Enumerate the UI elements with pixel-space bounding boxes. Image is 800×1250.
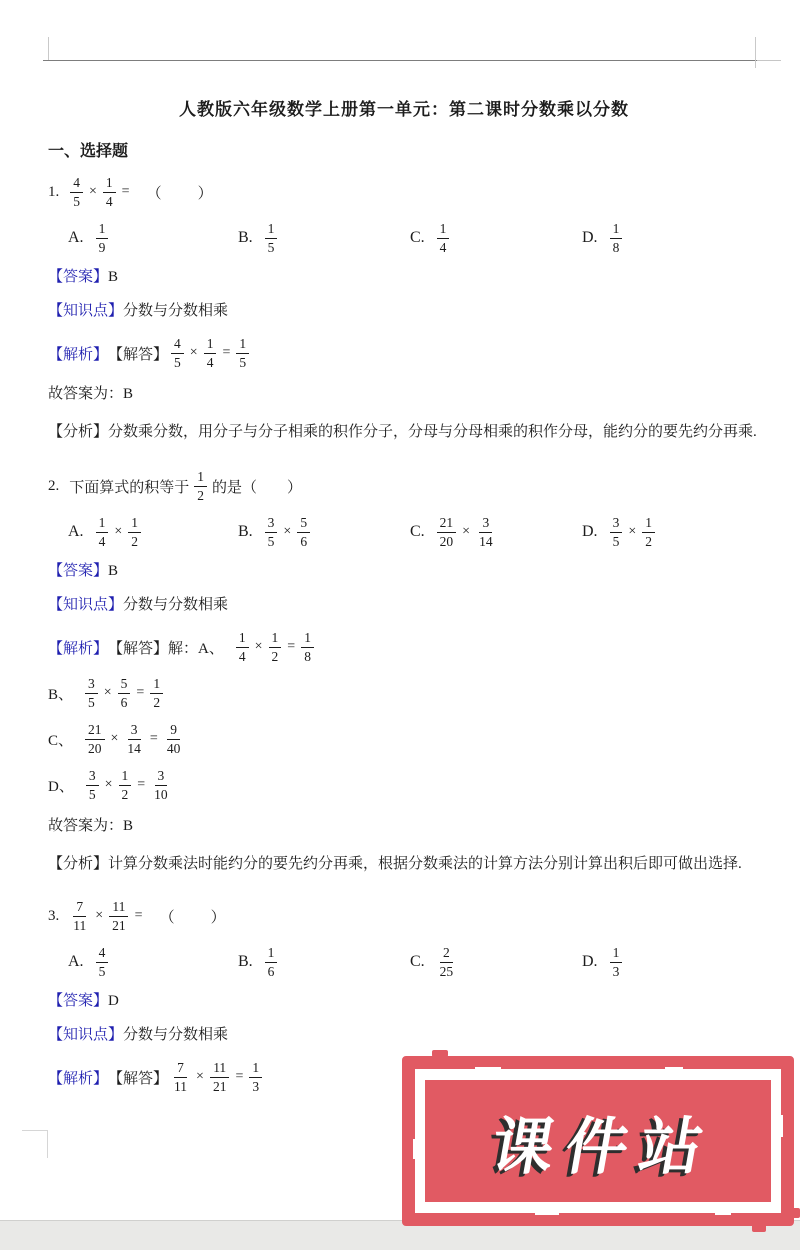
- question-2-conclusion: [48, 816, 760, 837]
- header-rule-extension: [757, 60, 781, 61]
- question-number: 1.: [48, 183, 60, 200]
- answer-blank: （ ）: [146, 185, 215, 202]
- option-key: D.: [582, 953, 598, 970]
- equals-sign: =: [136, 685, 145, 700]
- option-d: [582, 945, 754, 978]
- analysis-text: 分数乘分数，用分子与分子相乘的积作分子，分母与分母相乘的积作分母，能约分的要先约分再乘.: [108, 424, 757, 440]
- option-key: B.: [238, 523, 253, 540]
- option-key: A.: [68, 953, 84, 970]
- answer-value: D: [108, 993, 119, 1009]
- times-icon: ×: [114, 524, 123, 539]
- times-icon: ×: [254, 639, 263, 654]
- equals-sign: =: [222, 345, 231, 360]
- option-a: [68, 945, 238, 978]
- fraction: $\frac{1}{2}$: [119, 768, 132, 801]
- fraction: $\frac{2}{25}$: [439, 945, 454, 979]
- fraction: $\frac{1}{2}$: [269, 630, 282, 663]
- knowledge-label: 【知识点】: [48, 597, 124, 613]
- fraction: $\frac{1}{6}$: [265, 945, 278, 978]
- fraction: $\frac{5}{6}$: [297, 515, 310, 548]
- times-icon: ×: [196, 1069, 204, 1084]
- fraction: $\frac{21}{20}$: [85, 722, 105, 755]
- fraction: $\frac{4}{5}$: [70, 175, 83, 208]
- option-d: [582, 221, 754, 254]
- text-boundary-mark-bottom-left-v: [47, 1130, 48, 1158]
- fraction: $\frac{1}{2}$: [194, 469, 207, 502]
- question-1-stem: [48, 171, 760, 213]
- fraction: $\frac{1}{4}$: [103, 175, 116, 208]
- option-c: [410, 221, 582, 254]
- solution-key: A、: [198, 640, 224, 657]
- question-1-conclusion: [48, 384, 760, 405]
- option-d: [582, 515, 754, 548]
- option-key: C.: [410, 229, 425, 246]
- answer-value: B: [108, 563, 119, 579]
- equals-sign: =: [134, 908, 143, 923]
- question-2-solution-line-d: [48, 763, 760, 807]
- stamp-background: [425, 1080, 771, 1202]
- therefore-label: 故答案为：: [48, 386, 124, 402]
- knowledge-value: 分数与分数相乘: [123, 303, 229, 319]
- equals-sign: =: [235, 1069, 244, 1084]
- text-boundary-mark-top-right: [755, 37, 756, 68]
- option-key: A.: [68, 229, 84, 246]
- question-2-solution-line-a: [48, 625, 760, 669]
- fraction: $\frac{1}{3}$: [610, 945, 623, 978]
- watermark-stamp: [402, 1056, 794, 1226]
- fraction: $\frac{1}{4}$: [437, 221, 450, 254]
- fraction: $\frac{11}{21}$: [210, 1060, 230, 1093]
- option-a: [68, 515, 238, 548]
- option-c: [410, 515, 582, 548]
- option-key: C.: [410, 953, 425, 970]
- question-2-solution-line-c: [48, 717, 760, 761]
- fraction: $\frac{3}{5}$: [265, 515, 278, 548]
- stamp-text: 课件站: [485, 1112, 721, 1182]
- equals-sign: =: [121, 184, 130, 199]
- question-2-answer: [48, 561, 760, 582]
- question-number: 3.: [48, 907, 60, 924]
- jiexi-label: 【解析】: [48, 640, 109, 657]
- stem-text: 的是（ ）: [212, 479, 303, 496]
- fraction: $\frac{1}{4}$: [96, 515, 109, 548]
- page-title: 人教版六年级数学上册第一单元：第二课时分数乘以分数: [179, 100, 629, 119]
- question-2-solution-line-b: [48, 671, 760, 715]
- times-icon: ×: [189, 345, 198, 360]
- stem-text: 下面算式的积等于: [69, 479, 190, 496]
- text-boundary-mark-bottom-left: [22, 1130, 48, 1131]
- fraction: $\frac{3}{5}$: [85, 676, 98, 709]
- times-icon: ×: [104, 777, 113, 792]
- option-b: [238, 515, 410, 548]
- fraction: $\frac{1}{4}$: [204, 336, 217, 369]
- fraction: $\frac{3}{14}$: [127, 722, 141, 756]
- option-key: B.: [238, 953, 253, 970]
- times-icon: ×: [110, 731, 119, 746]
- fraction: $\frac{3}{5}$: [610, 515, 623, 548]
- equals-sign: =: [149, 731, 158, 746]
- jieda-label: 【解答】: [108, 1070, 169, 1087]
- fraction: $\frac{4}{5}$: [96, 945, 109, 978]
- fenxi-label: 【分析】: [48, 424, 109, 440]
- fraction: $\frac{11}{21}$: [109, 899, 129, 932]
- fraction: $\frac{1}{2}$: [642, 515, 655, 548]
- jiexi-label: 【解析】: [48, 1070, 109, 1087]
- fraction: $\frac{1}{9}$: [96, 221, 109, 254]
- times-icon: ×: [462, 524, 471, 539]
- jiexi-label: 【解析】: [48, 346, 109, 363]
- times-icon: ×: [628, 524, 637, 539]
- fraction: $\frac{9}{40}$: [166, 722, 181, 756]
- fraction: $\frac{1}{2}$: [150, 676, 163, 709]
- question-1-answer: [48, 267, 760, 288]
- question-number: 2.: [48, 477, 60, 494]
- fraction: $\frac{3}{5}$: [86, 768, 99, 801]
- answer-label: 【答案】: [48, 563, 109, 579]
- times-icon: ×: [89, 184, 97, 199]
- jieda-label: 【解答】: [108, 346, 169, 363]
- analysis-text: 计算分数乘法时能约分的要先约分再乘，根据分数乘法的计算方法分别计算出积后即可做出选择.: [108, 856, 742, 872]
- option-b: [238, 945, 410, 978]
- question-3-answer: [48, 991, 760, 1012]
- fraction: $\frac{1}{8}$: [610, 221, 623, 254]
- fraction: $\frac{1}{5}$: [236, 336, 249, 369]
- question-3-options: [48, 941, 760, 983]
- therefore-value: B: [123, 386, 134, 402]
- knowledge-label: 【知识点】: [48, 1027, 124, 1043]
- option-c: [410, 945, 582, 978]
- option-b: [238, 221, 410, 254]
- knowledge-label: 【知识点】: [48, 303, 124, 319]
- header-rule: [43, 60, 757, 61]
- question-3-knowledge: [48, 1025, 760, 1046]
- fraction: $\frac{7}{11}$: [73, 899, 87, 933]
- fraction: $\frac{1}{8}$: [301, 630, 314, 663]
- fraction: $\frac{5}{6}$: [118, 676, 131, 709]
- question-2-knowledge: [48, 595, 760, 616]
- fraction: $\frac{4}{5}$: [171, 336, 184, 369]
- solution-key: B、: [48, 686, 74, 703]
- option-key: D.: [582, 229, 598, 246]
- equals-sign: =: [137, 777, 146, 792]
- fraction: $\frac{3}{10}$: [154, 768, 168, 802]
- knowledge-value: 分数与分数相乘: [123, 1027, 229, 1043]
- fraction: $\frac{1}{5}$: [265, 221, 278, 254]
- solution-key: C、: [48, 732, 74, 749]
- times-icon: ×: [283, 524, 292, 539]
- answer-label: 【答案】: [48, 269, 109, 285]
- question-1-analysis: [48, 416, 760, 449]
- question-3-stem: [48, 895, 760, 937]
- section-heading: 一、选择题: [48, 143, 129, 160]
- option-key: A.: [68, 523, 84, 540]
- text-boundary-mark-top-left: [48, 37, 49, 60]
- answer-blank: （ ）: [159, 909, 228, 926]
- fraction: $\frac{1}{2}$: [128, 515, 141, 548]
- jie-label: 解：: [168, 640, 199, 657]
- question-1-solution: [48, 331, 760, 375]
- answer-value: B: [108, 269, 119, 285]
- question-1-options: [48, 217, 760, 259]
- fenxi-label: 【分析】: [48, 856, 109, 872]
- times-icon: ×: [95, 908, 104, 923]
- jieda-label: 【解答】: [108, 640, 169, 657]
- solution-key: D、: [48, 778, 74, 795]
- therefore-label: 故答案为：: [48, 818, 124, 834]
- option-key: D.: [582, 523, 598, 540]
- fraction: $\frac{21}{20}$: [437, 515, 457, 548]
- knowledge-value: 分数与分数相乘: [123, 597, 229, 613]
- document-body: [48, 98, 760, 1099]
- times-icon: ×: [103, 685, 112, 700]
- fraction: $\frac{1}{3}$: [249, 1060, 262, 1093]
- answer-label: 【答案】: [48, 993, 109, 1009]
- option-a: [68, 221, 238, 254]
- option-key: B.: [238, 229, 253, 246]
- question-2-stem: [48, 465, 760, 507]
- question-1-knowledge: [48, 301, 760, 322]
- fraction: $\frac{3}{14}$: [479, 515, 493, 549]
- question-2-analysis: [48, 848, 760, 881]
- question-2-options: [48, 511, 760, 553]
- therefore-value: B: [123, 818, 134, 834]
- fraction: $\frac{1}{4}$: [236, 630, 249, 663]
- equals-sign: =: [287, 639, 296, 654]
- option-key: C.: [410, 523, 425, 540]
- fraction: $\frac{7}{11}$: [174, 1060, 188, 1094]
